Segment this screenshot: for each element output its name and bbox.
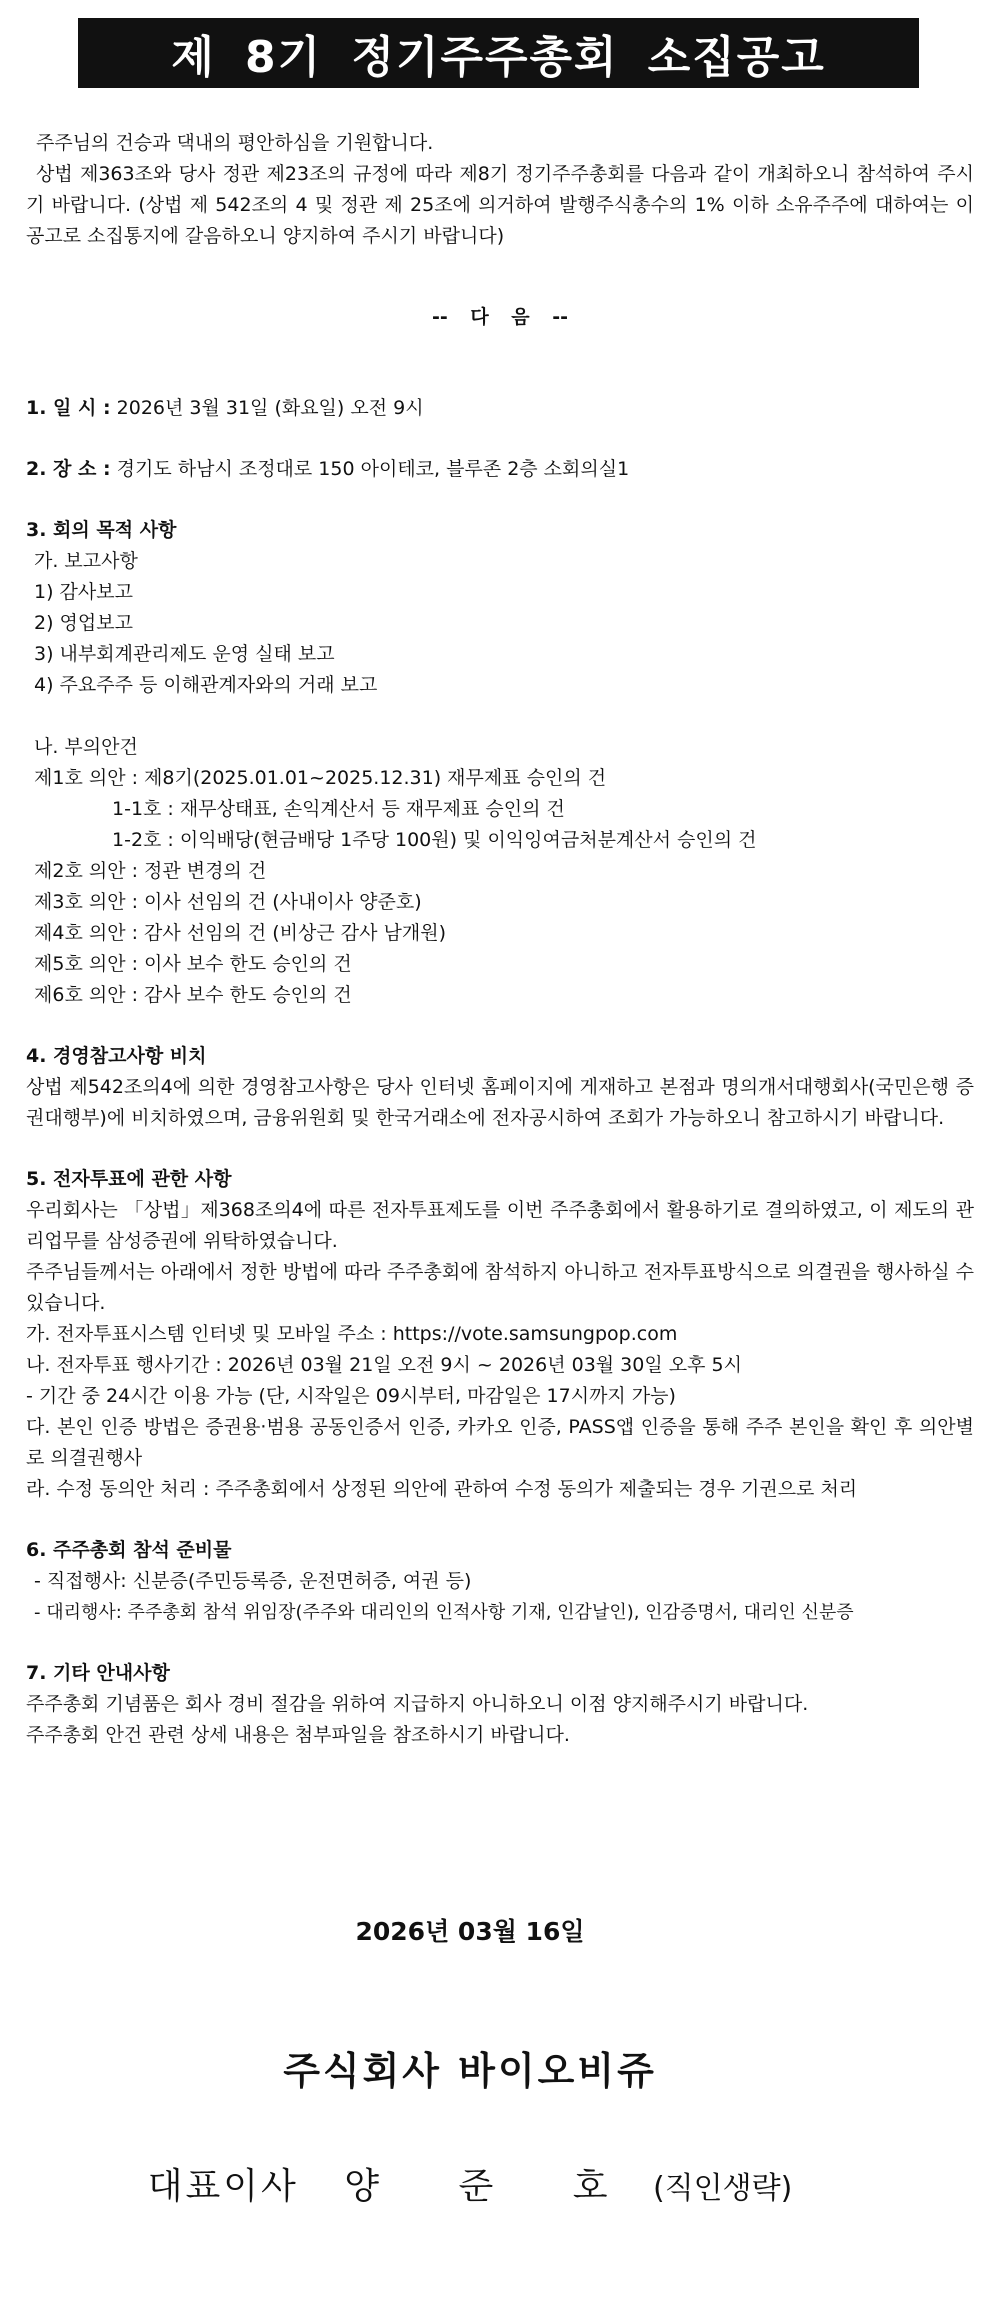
section-venue bbox=[26, 454, 974, 485]
materials-direct: - 직접행사: 신분증(주민등록증, 운전면허증, 여권 등) bbox=[34, 1570, 472, 1592]
report-item: 3) 내부회계관리제도 운영 실태 보고 bbox=[34, 643, 335, 665]
agenda-item-1-1: 1-1호 : 재무상태표, 손익계산서 등 재무제표 승인의 건 bbox=[112, 798, 565, 820]
greeting: 주주님의 건승과 댁내의 평안하심을 기원합니다. bbox=[36, 132, 434, 154]
evote-period-note: - 기간 중 24시간 이용 가능 (단, 시작일은 09시부터, 마감일은 17시까지 가능) bbox=[26, 1385, 676, 1407]
agenda-item-1: 제1호 의안 : 제8기(2025.01.01~2025.12.31) 재무제표 승인의 건 bbox=[34, 767, 607, 789]
reference-heading: 4. 경영참고사항 비치 bbox=[26, 1045, 207, 1067]
materials-proxy: - 대리행사: 주주총회 참석 위임장(주주와 대리인의 인적사항 기재, 인감날인), 인감증명서, 대리인 신분증 bbox=[34, 1602, 854, 1623]
evote-heading: 5. 전자투표에 관한 사항 bbox=[26, 1168, 232, 1190]
datetime-value: 2026년 3월 31일 (화요일) 오전 9시 bbox=[116, 397, 424, 419]
section-datetime bbox=[26, 393, 974, 424]
section-other bbox=[26, 1658, 974, 1751]
agenda-heading: 나. 부의안건 bbox=[34, 736, 138, 758]
report-item: 4) 주요주주 등 이해관계자와의 거래 보고 bbox=[34, 674, 378, 696]
evote-auth: 다. 본인 인증 방법은 증권용·범용 공동인증서 인증, 카카오 인증, PASS앱 인증을 통해 주주 본인을 확인 후 의안별로 의결권행사 bbox=[26, 1416, 974, 1469]
intro-paragraph: 상법 제363조와 당사 정관 제23조의 규정에 따라 제8기 정기주주총회를 다음과 같이 개최하오니 참석하여 주시기 바랍니다. (상법 제 542조의 4 및 정관 제 25조에 의거하여 발행주식총수의 1% 이하 소유주주에 대하여는 이 공고로 소집통지에 갈음하오니 양지하여 주시기 바랍니다) bbox=[26, 163, 974, 247]
datetime-label: 1. 일 시 : bbox=[26, 397, 111, 419]
notice-date: 2026년 03월 16일 bbox=[355, 1917, 585, 1946]
report-item: 1) 감사보고 bbox=[34, 581, 133, 603]
other-heading: 7. 기타 안내사항 bbox=[26, 1662, 170, 1684]
evote-text-2: 주주님들께서는 아래에서 정한 방법에 따라 주주총회에 참석하지 아니하고 전자투표방식으로 의결권을 행사하실 수 있습니다. bbox=[26, 1261, 974, 1314]
agenda-item-2: 제2호 의안 : 정관 변경의 건 bbox=[34, 860, 267, 882]
reference-text: 상법 제542조의4에 의한 경영참고사항은 당사 인터넷 홈페이지에 게재하고 본점과 명의개서대행회사(국민은행 증권대행부)에 비치하였으며, 금융위원회 및 한국거래소에 전자공시하여 조회가 가능하오니 참고하시기 바랍니다. bbox=[26, 1076, 974, 1129]
section-agenda bbox=[26, 515, 974, 1011]
ceo-name: 양 준 호 bbox=[344, 2166, 642, 2207]
notice-separator: -- 다 음 -- bbox=[431, 306, 569, 328]
ceo-signature bbox=[0, 2158, 940, 2209]
venue-value: 경기도 하남시 조정대로 150 아이테코, 블루존 2층 소회의실1 bbox=[116, 458, 630, 480]
section-evote bbox=[26, 1164, 974, 1505]
evote-amend: 라. 수정 동의안 처리 : 주주총회에서 상정된 의안에 관하여 수정 동의가 제출되는 경우 기권으로 처리 bbox=[26, 1478, 858, 1500]
seal-omitted-note: (직인생략) bbox=[652, 2171, 793, 2206]
venue-label: 2. 장 소 : bbox=[26, 458, 111, 480]
report-item: 2) 영업보고 bbox=[34, 612, 133, 634]
agenda-section-heading: 3. 회의 목적 사항 bbox=[26, 519, 177, 541]
other-line-2: 주주총회 안건 관련 상세 내용은 첨부파일을 참조하시기 바랍니다. bbox=[26, 1724, 570, 1746]
ceo-title: 대표이사 bbox=[147, 2166, 299, 2207]
materials-heading: 6. 주주총회 참석 준비물 bbox=[26, 1539, 232, 1561]
notice-title: 제 8기 정기주주총회 소집공고 bbox=[78, 18, 919, 88]
evote-text-1: 우리회사는 「상법」제368조의4에 따른 전자투표제도를 이번 주주총회에서 활용하기로 결의하였고, 이 제도의 관리업무를 삼성증권에 위탁하였습니다. bbox=[26, 1199, 974, 1252]
agenda-item-6: 제6호 의안 : 감사 보수 한도 승인의 건 bbox=[34, 984, 352, 1006]
agenda-item-3: 제3호 의안 : 이사 선임의 건 (사내이사 양준호) bbox=[34, 891, 422, 913]
report-heading: 가. 보고사항 bbox=[34, 550, 138, 572]
notice-body bbox=[26, 128, 974, 1751]
agenda-item-4: 제4호 의안 : 감사 선임의 건 (비상근 감사 남개원) bbox=[34, 922, 447, 944]
agenda-item-5: 제5호 의안 : 이사 보수 한도 승인의 건 bbox=[34, 953, 352, 975]
evote-period: 나. 전자투표 행사기간 : 2026년 03월 21일 오전 9시 ~ 2026년 03월 30일 오후 5시 bbox=[26, 1354, 742, 1376]
company-name: 주식회사 바이오비쥬 bbox=[283, 2049, 657, 2093]
evote-url: 가. 전자투표시스템 인터넷 및 모바일 주소 : https://vote.samsungpop.com bbox=[26, 1323, 678, 1345]
other-line-1: 주주총회 기념품은 회사 경비 절감을 위하여 지급하지 아니하오니 이점 양지해주시기 바랍니다. bbox=[26, 1693, 809, 1715]
agenda-item-1-2: 1-2호 : 이익배당(현금배당 1주당 100원) 및 이익잉여금처분계산서 승인의 건 bbox=[112, 829, 757, 851]
section-reference bbox=[26, 1041, 974, 1134]
section-materials bbox=[26, 1535, 974, 1628]
